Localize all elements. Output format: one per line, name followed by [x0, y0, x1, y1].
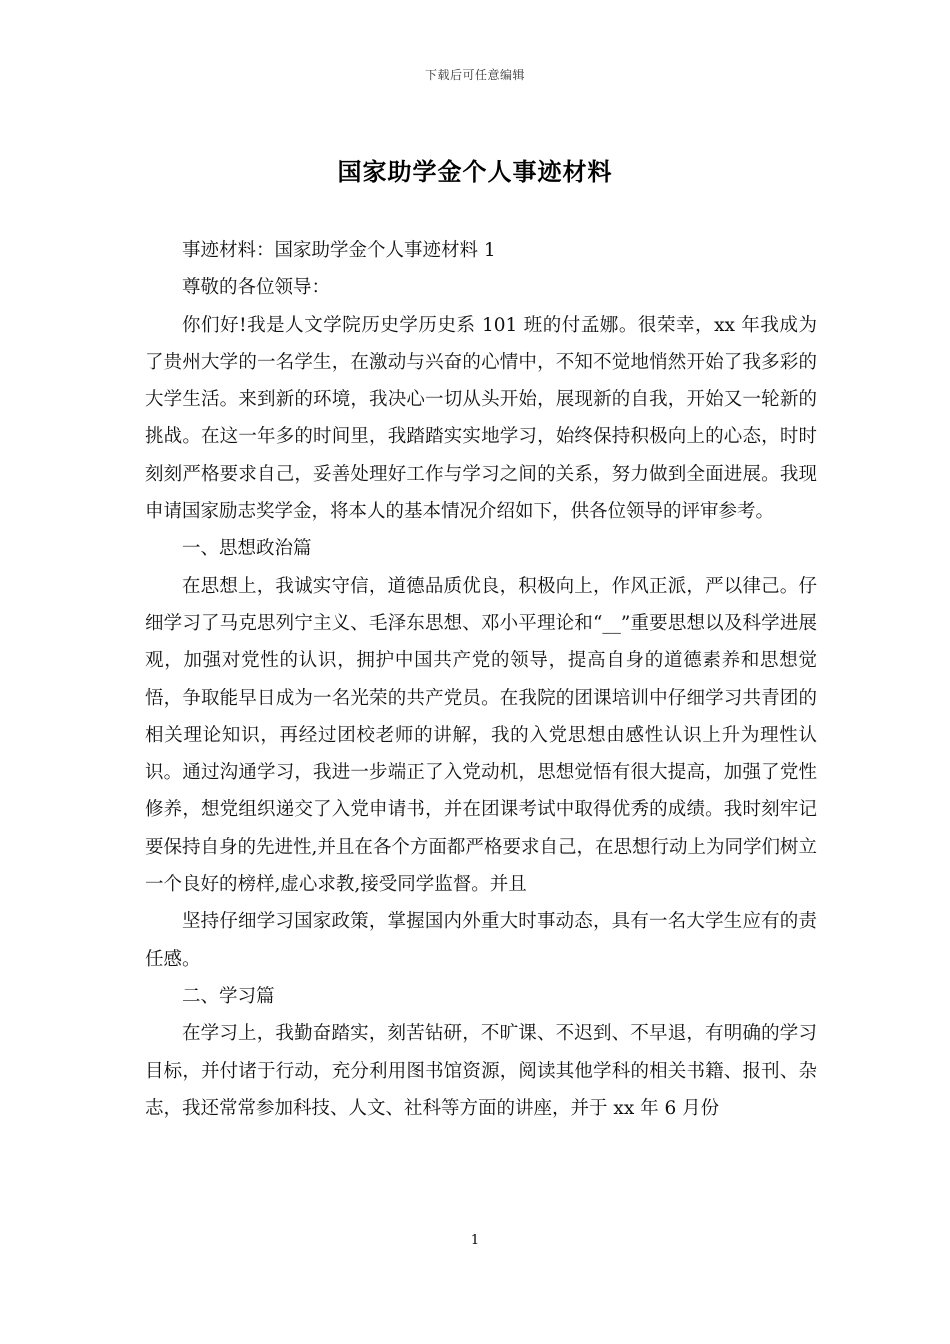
paragraph-policy: 坚持仔细学习国家政策，掌握国内外重大时事动态，具有一名大学生应有的责任感。 — [145, 911, 817, 970]
document-body — [145, 232, 817, 1127]
paragraph-intro: 你们好!我是人文学院历史学历史系 101 班的付孟娜。很荣幸，xx 年我成为了贵州大学的一名学生，在激动与兴奋的心情中，不知不觉地悄然开始了我多彩的大学生活。来到新的环境，我决心一切从头开始，展现新的自我，开始又一轮新的挑战。在这一年多的时间里，我踏踏实实地学习，始终保持积极向上的心态，时时刻刻严格要求自己，妥善处理好工作与学习之间的关系，努力做到全面进展。我现申请国家励志奖学金，将本人的基本情况介绍如下，供各位领导的评审参考。 — [145, 314, 817, 523]
section-heading-politics: 一、思想政治篇 — [182, 538, 312, 560]
paragraph-politics: 在思想上，我诚实守信，道德品质优良，积极向上，作风正派，严以律己。仔细学习了马克思列宁主义、毛泽东思想、邓小平理论和“__”重要思想以及科学进展观，加强对党性的认识，拥护中国共产党的领导，提高自身的道德素养和思想觉悟，争取能早日成为一名光荣的共产党员。在我院的团课培训中仔细学习共青团的相关理论知识，再经过团校老师的讲解，我的入党思想由感性认识上升为理性认识。通过沟通学习，我进一步端正了入党动机，思想觉悟有很大提高，加强了党性修养，想党组织递交了入党申请书，并在团课考试中取得优秀的成绩。我时刻牢记要保持自身的先进性,并且在各个方面都严格要求自己，在思想行动上为同学们树立一个良好的榜样,虚心求教,接受同学监督。并且 — [145, 575, 817, 896]
header-note: 下载后可任意编辑 — [424, 68, 525, 82]
paragraph-salutation: 尊敬的各位领导： — [182, 277, 331, 299]
page-number: 1 — [470, 1233, 480, 1248]
paragraph-study: 在学习上，我勤奋踏实，刻苦钻研，不旷课、不迟到、不早退，有明确的学习目标，并付诸于行动，充分利用图书馆资源，阅读其他学科的相关书籍、报刊、杂志，我还常常参加科技、人文、社科等方面的讲座，并于 xx 年 6 月份 — [145, 1023, 817, 1119]
document-title: 国家助学金个人事迹材料 — [337, 157, 613, 186]
paragraph-subtitle: 事迹材料：国家助学金个人事迹材料 1 — [182, 240, 496, 261]
section-heading-study: 二、学习篇 — [182, 985, 275, 1007]
